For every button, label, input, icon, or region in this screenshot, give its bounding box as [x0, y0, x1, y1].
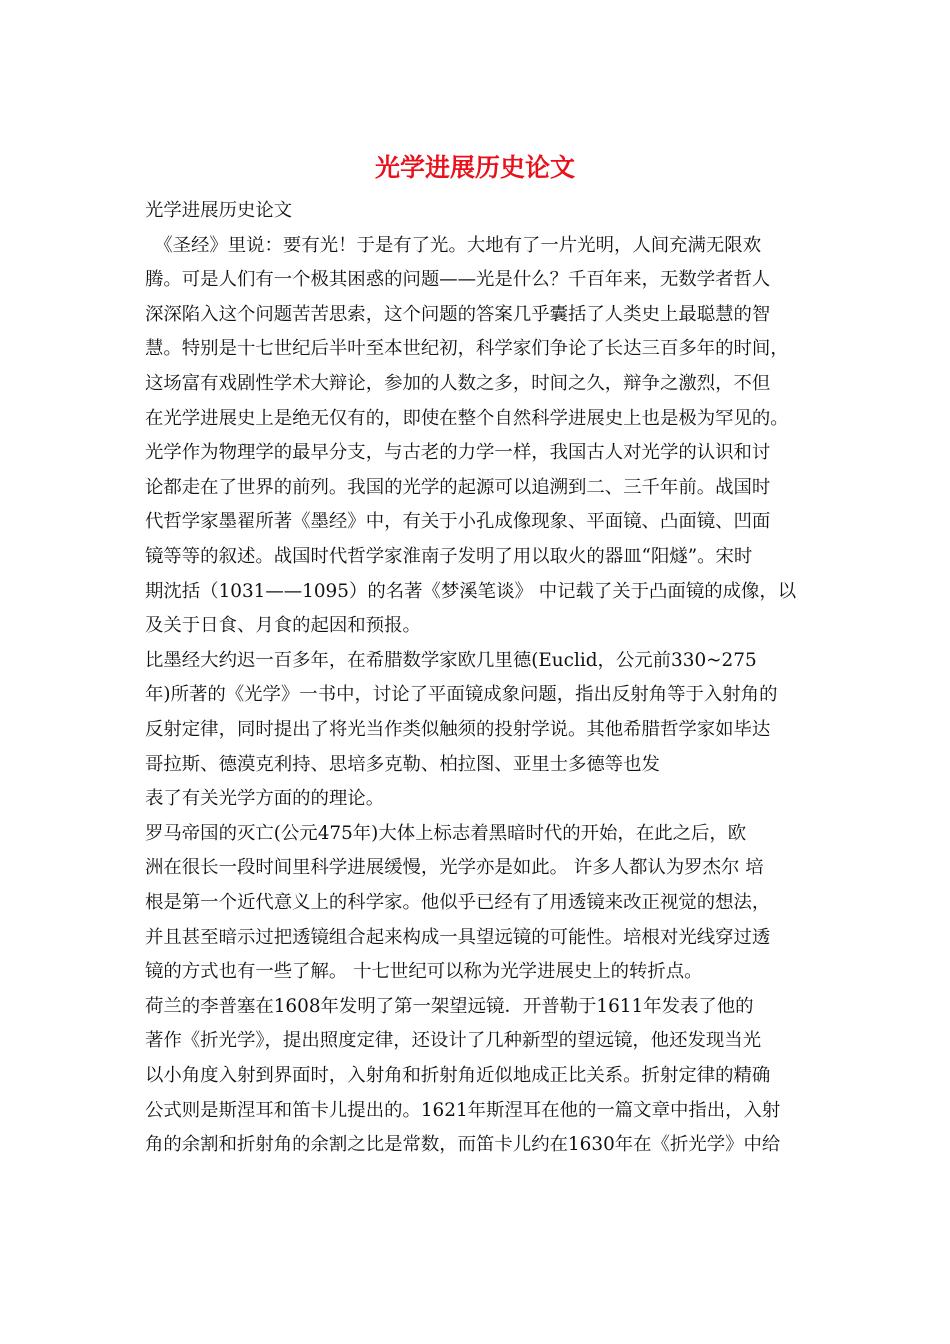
body-line: 镜等等的叙述。战国时代哲学家淮南子发明了用以取火的器皿“阳燧”。宋时	[145, 546, 753, 567]
body-line: 哥拉斯、德漠克利持、思培多克勒、柏拉图、亚里士多德等也发	[145, 753, 660, 775]
body-line: 比墨经大约迟一百多年，在希腊数学家欧几里德(Euclid，公元前330~275	[145, 649, 757, 671]
body-line: 荷兰的李普塞在1608年发明了第一架望远镜．开普勒于1611年发表了他的	[145, 995, 754, 1017]
document-title: 光学进展历史论文	[374, 153, 575, 182]
body-line: 论都走在了世界的前列。我国的光学的起源可以追溯到二、三千年前。战国时	[145, 476, 771, 498]
body-line: 反射定律，同时提出了将光当作类似触须的投射学说。其他希腊哲学家如毕达	[145, 719, 771, 740]
body-line: 深深陷入这个问题苦苦思索，这个问题的答案几乎囊括了人类史上最聪慧的智	[145, 303, 771, 325]
body-line: 《圣经》里说：要有光！于是有了光。大地有了一片光明，人间充满无限欢	[145, 234, 762, 256]
body-line: 慧。特别是十七世纪后半叶至本世纪初，科学家们争论了长达三百多年的时间，	[145, 338, 789, 360]
body-line: 期沈括（1031——1095）的名著《梦溪笔谈》 中记载了关于凸面镜的成像，以	[145, 580, 797, 602]
body-line: 及关于日食、月食的起因和预报。	[145, 615, 421, 637]
body-line: 代哲学家墨翟所著《墨经》中，有关于小孔成像现象、平面镜、凸面镜、凹面	[145, 511, 771, 533]
body-line: 镜的方式也有一些了解。 十七世纪可以称为光学进展史上的转折点。	[145, 961, 703, 983]
body-line: 罗马帝国的灭亡(公元475年)大体上标志着黑暗时代的开始，在此之后，欧	[145, 822, 747, 844]
body-line: 在光学进展史上是绝无仅有的，即使在整个自然科学进展史上也是极为罕见的。	[145, 407, 789, 429]
body-line: 光学作为物理学的最早分支，与古老的力学一样，我国古人对光学的认识和讨	[145, 442, 771, 464]
body-line: 并且甚至暗示过把透镜组合起来构成一具望远镜的可能性。培根对光线穿过透	[145, 926, 771, 948]
body-line: 洲在很长一段时间里科学进展缓慢，光学亦是如此。 许多人都认为罗杰尔 培	[145, 857, 764, 879]
body-line: 光学进展历史论文	[145, 200, 293, 221]
body-line: 腾。可是人们有一个极其困惑的问题——光是什么？千百年来，无数学者哲人	[145, 269, 771, 291]
body-line: 著作《折光学》，提出照度定律，还设计了几种新型的望远镜，他还发现当光	[145, 1030, 762, 1052]
body-line: 以小角度入射到界面时，入射角和折射角近似地成正比关系。折射定律的精确	[145, 1065, 771, 1086]
body-line: 年)所著的《光学》一书中，讨论了平面镜成象问题，指出反射角等于入射角的	[145, 684, 778, 706]
body-line: 表了有关光学方面的的理论。	[145, 788, 385, 810]
body-line: 根是第一个近代意义上的科学家。他似乎已经有了用透镜来改正视觉的想法，	[145, 892, 771, 913]
body-line: 角的余割和折射角的余割之比是常数，而笛卡儿约在1630年在《折光学》中给	[145, 1134, 781, 1156]
body-line: 这场富有戏剧性学术大辩论，参加的人数之多，时间之久，辩争之激烈，不但	[145, 373, 771, 394]
body-line: 公式则是斯涅耳和笛卡儿提出的。1621年斯涅耳在他的一篇文章中指出，入射	[145, 1099, 781, 1121]
